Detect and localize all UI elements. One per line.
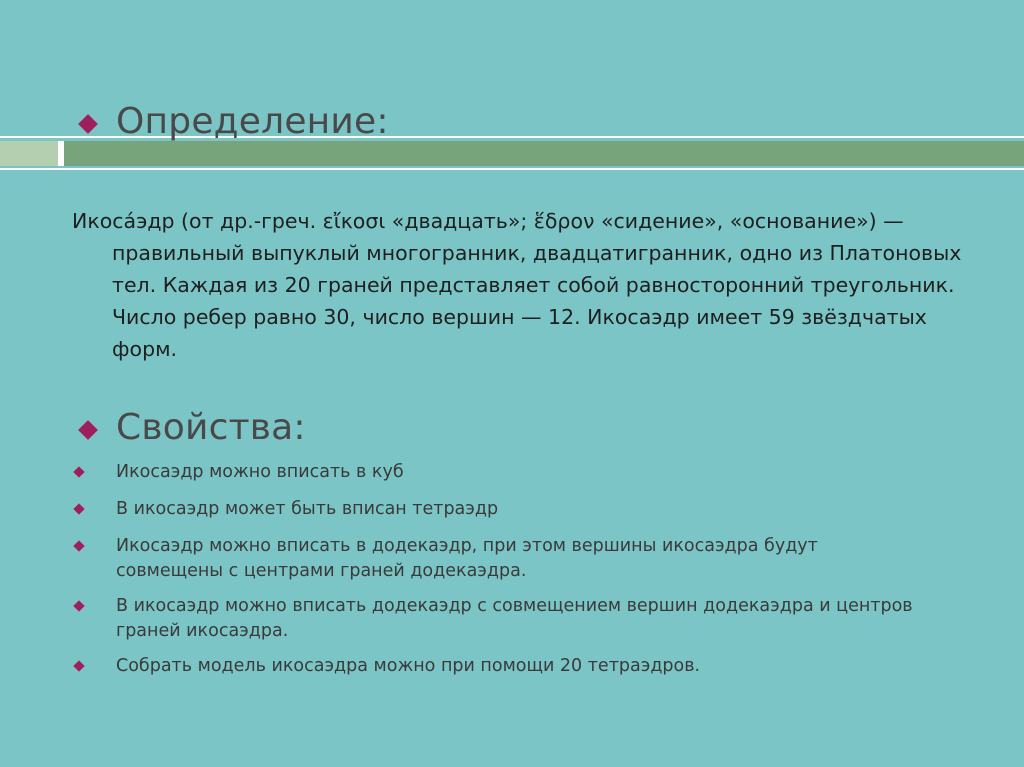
definition-text: Икоса́эдр (от др.-греч. εἴκοσι «двадцать»; ἕδρον «сидение», «основание») — правильный выпуклый многогранник, двадцатигранник, одно из Платоновых тел. Каждая из 20 граней представляет собой равносторонний треугольник. Число ребер равно 30, число вершин — 12. Икосаэдр имеет 59 звёздчатых форм. (72, 209, 962, 361)
property-item: Икосаэдр можно вписать в куб (116, 462, 404, 482)
band-left-block (0, 141, 58, 166)
band-right-block (64, 141, 1024, 166)
property-item: В икосаэдр можно вписать додекаэдр с совмещением вершин додекаэдра и центров граней икосаэдра. (116, 596, 913, 641)
definition-heading: Определение: (116, 101, 389, 142)
property-item: Икосаэдр можно вписать в додекаэдр, при этом вершины икосаэдра будут совмещены с центрами граней додекаэдра. (116, 536, 818, 581)
property-item: Собрать модель икосаэдра можно при помощи 20 тетраэдров. (116, 656, 701, 676)
properties-heading: Свойства: (116, 407, 306, 448)
property-item: В икосаэдр может быть вписан тетраэдр (116, 499, 499, 519)
band-bottom-line (0, 168, 1024, 170)
